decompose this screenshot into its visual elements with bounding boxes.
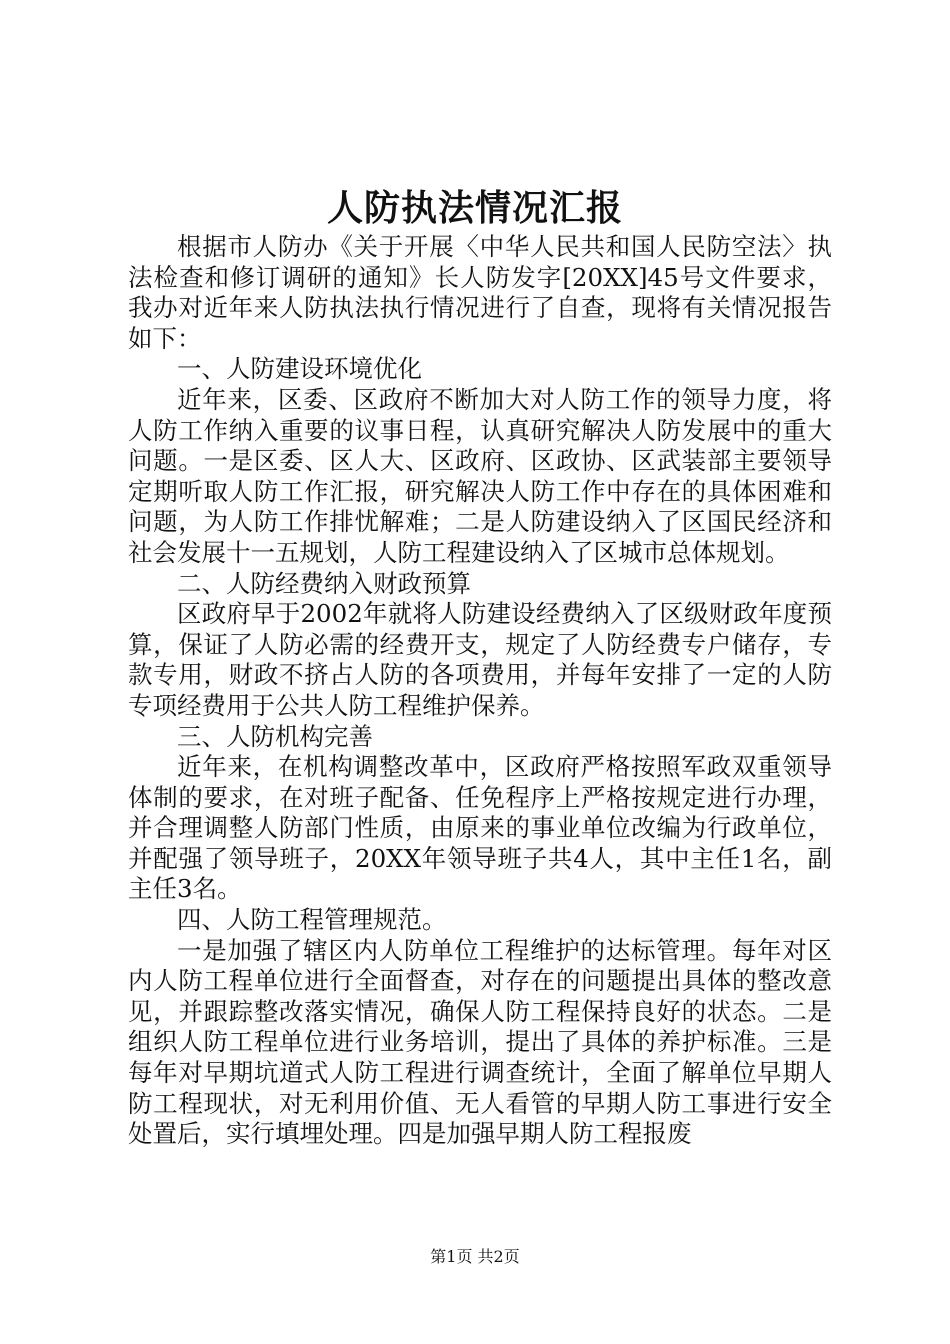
section-heading-1: 一、人防建设环境优化 <box>177 354 422 384</box>
section-heading-3: 三、人防机构完善 <box>177 721 373 751</box>
section-paragraph-4: 一是加强了辖区内人防单位工程维护的达标管理。每年对区内人防工程单位进行全面督查，对存在的问题提出具体的整改意见，并跟踪整改落实情况，确保人防工程保持良好的状态。二是组织人防工程单位进行业务培训，提出了具体的养护标准。三是每年对早期坑道式人防工程进行调查统计，全面了解单位早期人防工程现状，对无利用价值、无人看管的早期人防工事进行安全处置后，实行填埋处理。四是加强早期人防工程报废 <box>128 935 832 1149</box>
section-heading-4: 四、人防工程管理规范。 <box>177 905 447 935</box>
document-title: 人防执法情况汇报 <box>326 187 623 229</box>
page-footer: 第1页 共2页 <box>430 1247 520 1266</box>
section-paragraph-3: 近年来，在机构调整改革中，区政府严格按照军政双重领导体制的要求，在对班子配备、任免程序上严格按规定进行办理，并合理调整人防部门性质，由原来的事业单位改编为行政单位，并配强了领导班子，20XX年领导班子共4人，其中主任1名，副主任3名。 <box>128 752 832 904</box>
intro-paragraph: 根据市人防办《关于开展〈中华人民共和国人民防空法〉执法检查和修订调研的通知》长人防发字[20XX]45号文件要求，我办对近年来人防执法执行情况进行了自查，现将有关情况报告如下： <box>128 232 832 353</box>
section-paragraph-2: 区政府早于2002年就将人防建设经费纳入了区级财政年度预算，保证了人防必需的经费开支，规定了人防经费专户储存，专款专用，财政不挤占人防的各项费用，并每年安排了一定的人防专项经费用于公共人防工程维护保养。 <box>128 599 832 720</box>
section-paragraph-1: 近年来，区委、区政府不断加大对人防工作的领导力度，将人防工作纳入重要的议事日程，认真研究解决人防发展中的重大问题。一是区委、区人大、区政府、区政协、区武装部主要领导定期听取人防工作汇报，研究解决人防工作中存在的具体困难和问题，为人防工作排忧解难；二是人防建设纳入了区国民经济和社会发展十一五规划，人防工程建设纳入了区城市总体规划。 <box>128 384 832 567</box>
section-heading-2: 二、人防经费纳入财政预算 <box>177 568 471 598</box>
document-body <box>128 232 832 1150</box>
